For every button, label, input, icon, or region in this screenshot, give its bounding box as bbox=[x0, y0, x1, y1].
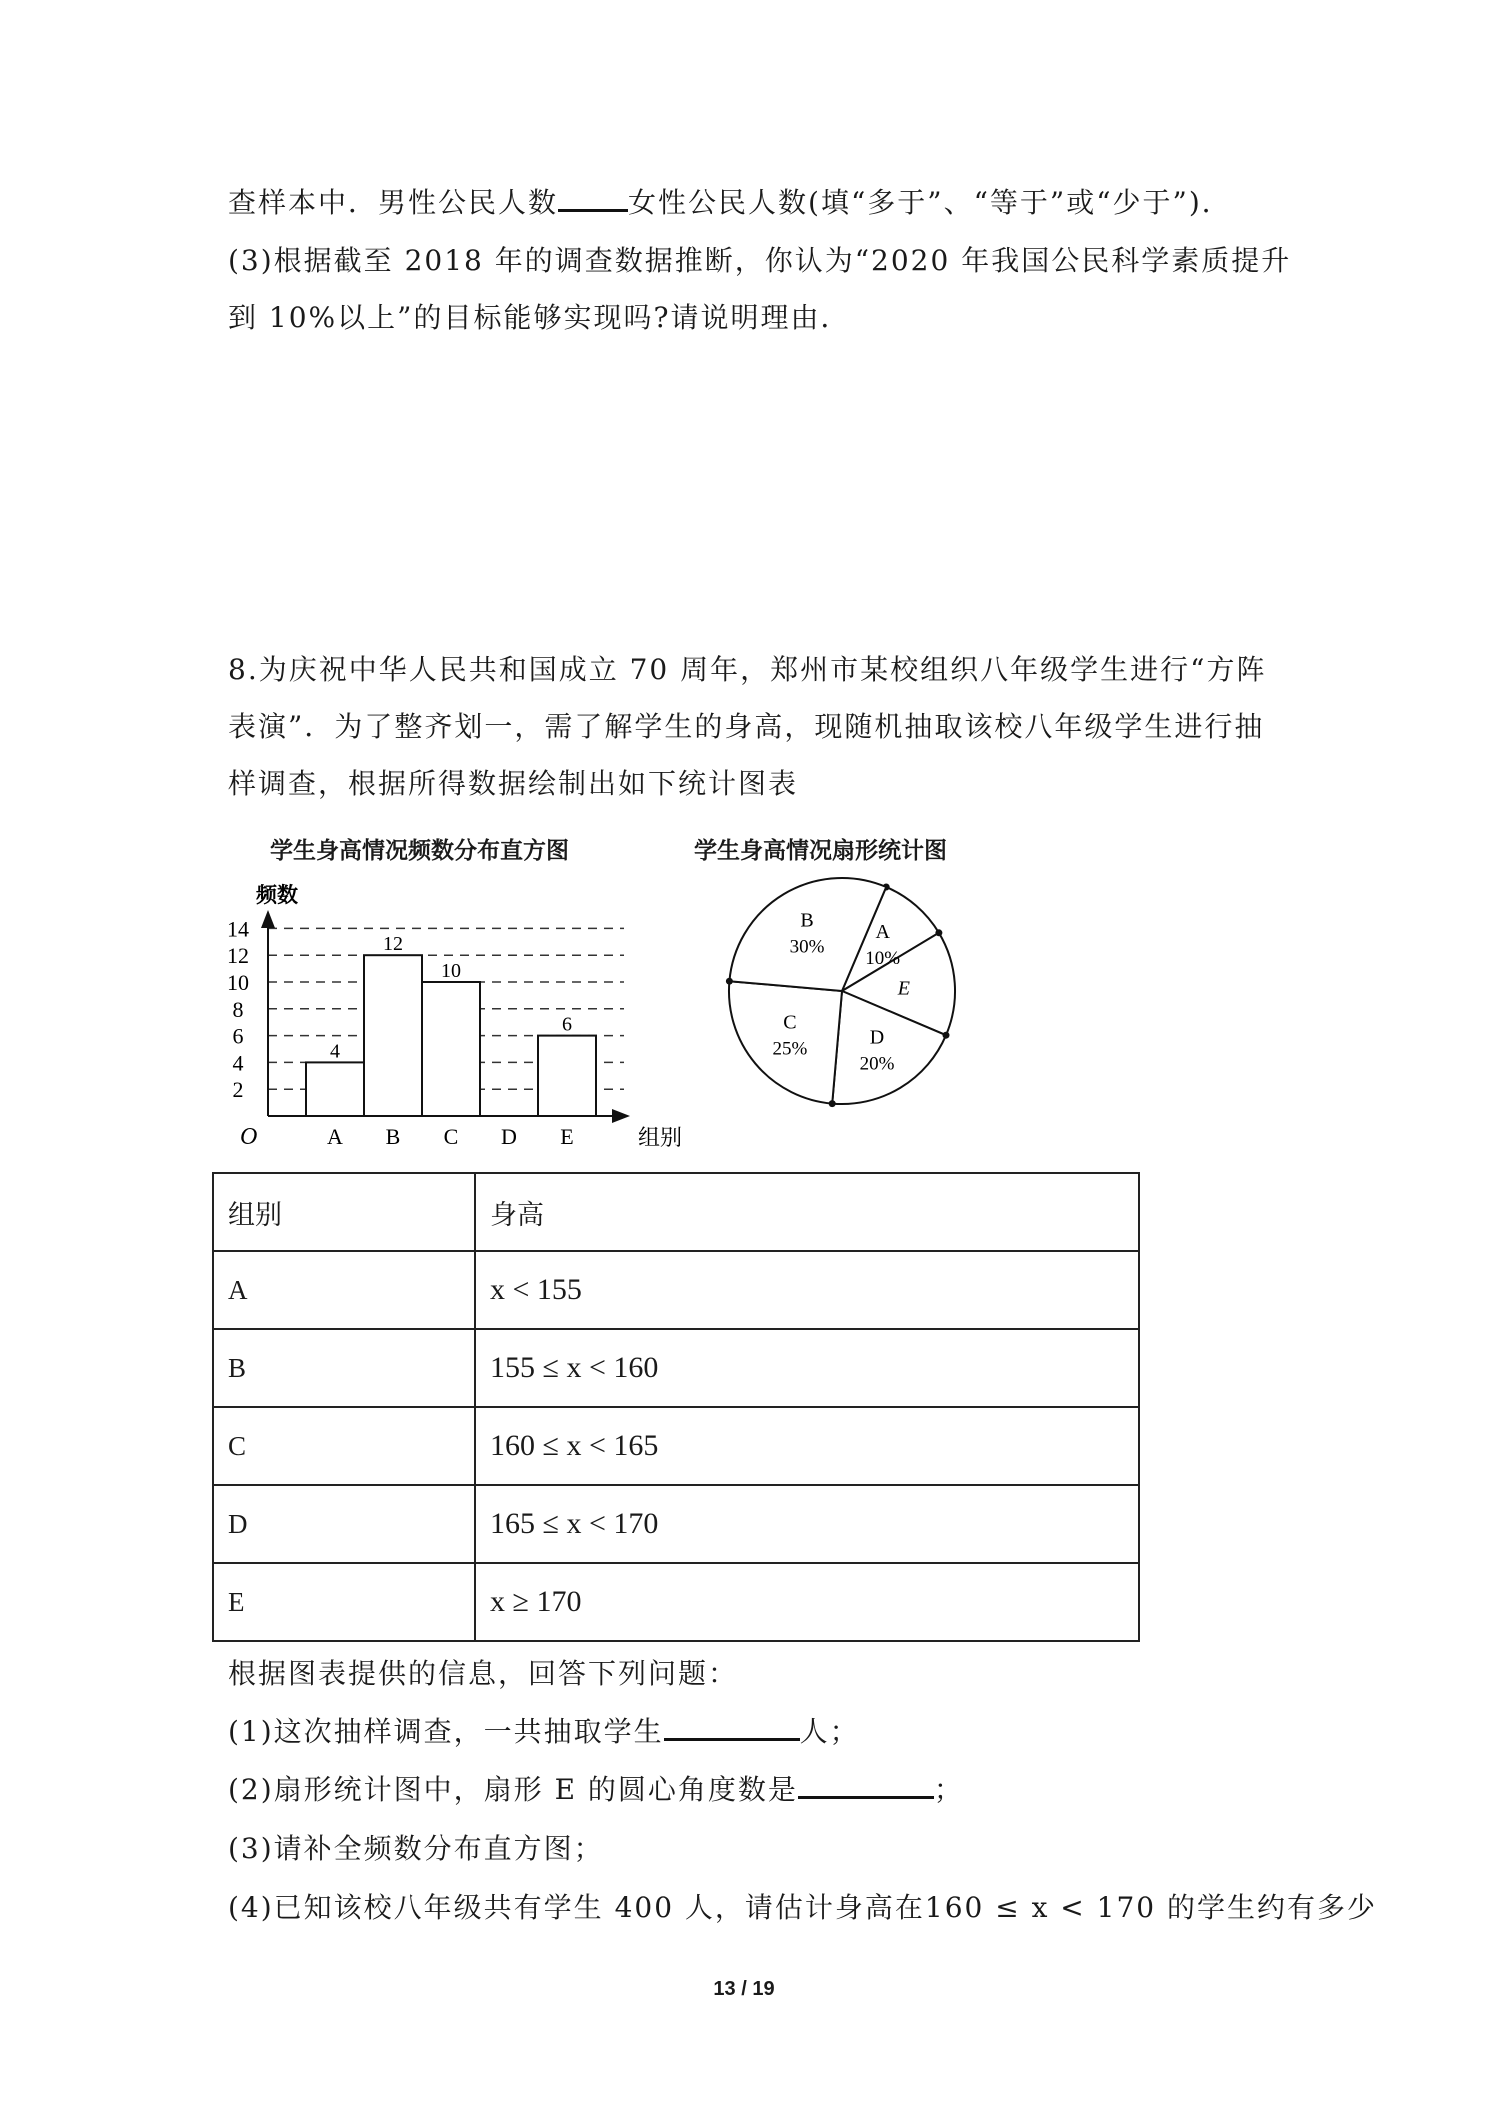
answer-blank bbox=[798, 1772, 934, 1799]
table-cell: 165 ≤ x < 170 bbox=[475, 1485, 1139, 1563]
pie-boundary-dot bbox=[935, 929, 942, 936]
text-line: 到 10%以上”的目标能够实现吗?请说明理由． bbox=[228, 301, 851, 334]
x-tick-label: C bbox=[443, 1124, 459, 1149]
pie-percent-label: 25% bbox=[772, 1038, 808, 1060]
question-2 bbox=[228, 1770, 964, 1810]
height-group-table bbox=[212, 1172, 1140, 1642]
table-cell: C bbox=[213, 1407, 475, 1485]
y-tick-label: 8 bbox=[232, 996, 244, 1022]
pie-slice-label: D bbox=[869, 1026, 885, 1049]
table-row bbox=[213, 1407, 1139, 1485]
table-cell: B bbox=[213, 1329, 475, 1407]
question-1 bbox=[228, 1712, 860, 1752]
table-header-cell: 组别 bbox=[213, 1173, 475, 1251]
histogram-bar bbox=[538, 1036, 596, 1116]
pie-boundary-dot bbox=[829, 1100, 836, 1107]
pie-slice-label: E bbox=[897, 977, 910, 1000]
pie-percent-label: 10% bbox=[865, 948, 901, 970]
bar-value-label: 6 bbox=[562, 1013, 572, 1036]
x-tick-label: B bbox=[385, 1124, 401, 1149]
pie-boundary-dot bbox=[726, 978, 733, 985]
table-header-row bbox=[213, 1173, 1139, 1251]
table-row bbox=[213, 1329, 1139, 1407]
table-cell: x < 155 bbox=[475, 1251, 1139, 1329]
y-tick-label: 2 bbox=[232, 1077, 244, 1103]
y-tick-label: 14 bbox=[227, 916, 249, 942]
pie-slice-label: C bbox=[783, 1011, 797, 1034]
y-tick-label: 12 bbox=[227, 943, 249, 969]
x-tick-label: D bbox=[501, 1124, 517, 1149]
histogram-bar bbox=[364, 955, 422, 1116]
x-axis-arrow bbox=[612, 1109, 630, 1123]
pie-boundary-dot bbox=[943, 1032, 950, 1039]
answer-blank bbox=[664, 1714, 800, 1741]
pie-percent-label: 30% bbox=[789, 936, 825, 958]
text-line: (3)根据截至 2018 年的调查数据推断，你认为“2020 年我国公民科学素质提升 bbox=[228, 244, 1292, 277]
y-tick-label: 4 bbox=[232, 1050, 244, 1076]
origin-label: O bbox=[240, 1124, 258, 1150]
table-cell: D bbox=[213, 1485, 475, 1563]
text-segment: (2)扇形统计图中，扇形 E 的圆心角度数是 bbox=[228, 1773, 798, 1806]
text-segment: 女性公民人数(填“多于”、“等于”或“少于”)． bbox=[628, 186, 1232, 219]
y-axis-arrow bbox=[261, 910, 275, 928]
pie-chart bbox=[700, 870, 980, 1120]
question-8-line: 8.为庆祝中华人民共和国成立 70 周年，郑州市某校组织八年级学生进行“方阵 bbox=[228, 653, 1267, 686]
text-segment: (1)这次抽样调查，一共抽取学生 bbox=[228, 1715, 664, 1748]
x-tick-label: E bbox=[560, 1124, 574, 1149]
question-3: (3)请补全频数分布直方图； bbox=[228, 1832, 604, 1865]
x-tick-label: A bbox=[327, 1124, 343, 1149]
y-tick-label: 10 bbox=[227, 970, 249, 995]
table-row bbox=[213, 1251, 1139, 1329]
table-header-cell: 身高 bbox=[475, 1173, 1139, 1251]
text-segment: 人； bbox=[799, 1715, 860, 1748]
table-row bbox=[213, 1485, 1139, 1563]
pie-title: 学生身高情况扇形统计图 bbox=[694, 838, 947, 864]
histogram-title: 学生身高情况频数分布直方图 bbox=[270, 838, 569, 864]
pie-percent-label: 20% bbox=[859, 1053, 895, 1075]
x-axis-label: 组别 bbox=[638, 1126, 683, 1151]
table-cell: x ≥ 170 bbox=[475, 1563, 1139, 1641]
histogram-bar bbox=[422, 982, 480, 1116]
text-segment: 查样本中．男性公民人数 bbox=[228, 186, 559, 219]
page-number: 13 / 19 bbox=[713, 1978, 775, 2000]
pie-slice-label: A bbox=[875, 921, 890, 944]
y-axis-label: 频数 bbox=[256, 883, 298, 907]
bar-value-label: 4 bbox=[330, 1040, 340, 1063]
text-segment: ； bbox=[933, 1773, 964, 1806]
table-cell: E bbox=[213, 1563, 475, 1641]
question-8-line: 表演”．为了整齐划一，需了解学生的身高，现随机抽取该校八年级学生进行抽 bbox=[228, 710, 1265, 743]
question-4: (4)已知该校八年级共有学生 400 人，请估计身高在160 ≤ x < 170 的学生约有多少 bbox=[228, 1891, 1378, 1924]
questions-intro: 根据图表提供的信息，回答下列问题： bbox=[228, 1657, 739, 1690]
table-row bbox=[213, 1563, 1139, 1641]
table-cell: 155 ≤ x < 160 bbox=[475, 1329, 1139, 1407]
histogram-bar bbox=[306, 1062, 364, 1116]
bar-value-label: 12 bbox=[383, 933, 403, 956]
pie-slice-label: B bbox=[800, 909, 814, 932]
table-cell: A bbox=[213, 1251, 475, 1329]
table-cell: 160 ≤ x < 165 bbox=[475, 1407, 1139, 1485]
question-8-line: 样调查，根据所得数据绘制出如下统计图表 bbox=[228, 767, 799, 800]
y-tick-label: 6 bbox=[232, 1023, 244, 1049]
bar-value-label: 10 bbox=[441, 960, 461, 982]
